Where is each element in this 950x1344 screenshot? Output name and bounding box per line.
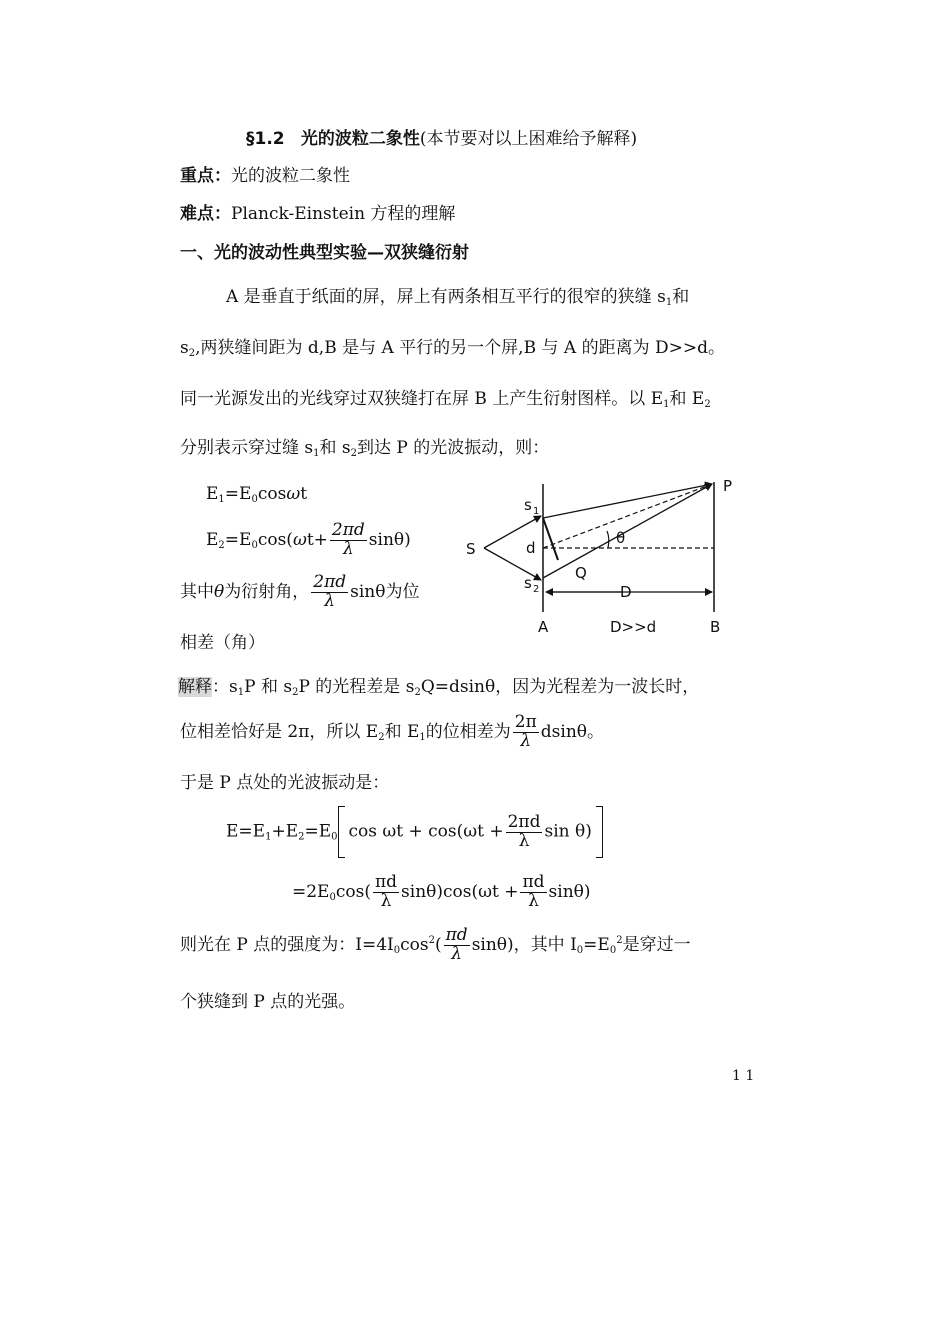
difficulty-line xyxy=(180,199,455,224)
intensity-a: 则光在 P 点的强度为：I=4I xyxy=(180,934,394,955)
intensity-d: 是穿过一 xyxy=(622,934,691,955)
eq2-sin: sinθ) xyxy=(368,529,411,550)
eq4-fraction2 xyxy=(520,874,546,911)
eq4-sin: sinθ)cos(ωt + xyxy=(401,881,519,902)
sub: 1 xyxy=(663,399,670,410)
eq2-lhs: E xyxy=(206,529,219,550)
theta-arc xyxy=(607,531,609,548)
label-s2: s xyxy=(524,574,532,592)
label-d: d xyxy=(526,539,536,557)
label-big-d: D xyxy=(620,583,632,601)
para1-text-c: ,两狭缝间距为 d,B 是与 A 平行的另一个屏,B 与 A 的距离为 D>>d。 xyxy=(195,338,725,358)
difficulty-label: 难点： xyxy=(180,204,231,224)
para1-line2: $s_2$,两狭缝间距为 d,B 是与 A 平行的另一个屏,B 与 A 的距离为 D>>d。 xyxy=(180,338,725,359)
para1-line3 xyxy=(180,384,711,409)
eq3-cos: cos ωt + cos(ωt + xyxy=(348,821,504,842)
sub: 1 xyxy=(665,297,673,308)
sub: 2 xyxy=(350,448,358,459)
equation-e2 xyxy=(206,522,411,559)
intensity-paren: ( xyxy=(434,934,442,955)
sub: 0 xyxy=(609,944,617,956)
intensity-cos: cos xyxy=(400,934,429,955)
explain-e: 位相差恰好是 2π，所以 E xyxy=(180,721,379,742)
where-sin: sinθ xyxy=(350,581,386,602)
explain-fraction xyxy=(513,714,539,751)
eq3-a: E=E xyxy=(226,821,266,842)
double-slit-diagram xyxy=(462,464,740,642)
page-number: 1 1 xyxy=(732,1068,755,1084)
label-condition: D>>d xyxy=(610,618,657,636)
para1-line4 xyxy=(180,433,549,458)
eq4-den2: λ xyxy=(528,890,539,911)
sub: 2 xyxy=(704,399,711,410)
section-note: (本节要对以上困难给予解释) xyxy=(419,129,638,149)
eq2-den: λ xyxy=(342,538,354,559)
intensity-den: λ xyxy=(451,943,463,964)
explain-b: P 和 s xyxy=(244,677,293,697)
label-b: B xyxy=(710,618,721,636)
sub: 1 xyxy=(218,494,225,505)
label-p: P xyxy=(723,477,733,495)
section-number: §1.2 xyxy=(246,129,285,149)
where-num: 2πd xyxy=(313,572,347,592)
where-fraction xyxy=(311,574,348,611)
eq3-den: λ xyxy=(518,830,530,851)
where-c: 为位 xyxy=(385,581,420,602)
sub: 2 xyxy=(378,731,385,743)
eq3-fraction xyxy=(506,811,543,851)
eq2-num: 2πd xyxy=(331,520,365,540)
eq4-sin2: sinθ) xyxy=(548,881,591,902)
eq1-lhs: E xyxy=(206,484,219,504)
center-ray xyxy=(543,484,712,548)
sub: 0 xyxy=(251,539,258,551)
label-q: Q xyxy=(575,564,587,582)
eq4-num2: πd xyxy=(522,872,545,892)
eq4-a: =2E xyxy=(292,881,330,902)
para1-text-h: 到达 P 的光波振动，则： xyxy=(357,438,550,458)
section-heading xyxy=(246,124,637,149)
equation-e-product xyxy=(292,874,591,911)
explain-f: 和 E xyxy=(384,721,420,742)
sub: 1 xyxy=(419,731,426,743)
eq2-cos: cos( xyxy=(257,529,293,550)
eq4-num: πd xyxy=(374,872,398,892)
where-a: 其中 xyxy=(180,581,214,602)
sub: 2 xyxy=(218,539,225,551)
sub: 0 xyxy=(393,944,401,956)
eq2-fraction xyxy=(330,522,367,559)
intensity-line xyxy=(180,927,691,964)
eq2-mid: =E xyxy=(224,529,252,550)
eq4-fraction1 xyxy=(373,874,399,911)
eq2-omega: ω xyxy=(292,529,307,550)
sup: 2 xyxy=(616,934,623,946)
sub: 1 xyxy=(237,687,245,698)
explain-den: λ xyxy=(520,730,532,751)
eq1-cos: cos xyxy=(257,484,287,504)
para1-line1 xyxy=(226,282,689,307)
sub: 0 xyxy=(251,494,258,505)
para1-text-b: 和 xyxy=(672,287,690,307)
key-point-label: 重点： xyxy=(180,166,231,186)
sub: 2 xyxy=(188,348,196,359)
para1-text-d: 同一光源发出的光线穿过双狭缝打在屏 B 上产生衍射图样。以 E xyxy=(180,389,664,409)
explain-line2 xyxy=(180,714,604,751)
intensity-line2: 个狭缝到 P 点的光强。 xyxy=(180,992,356,1012)
para1-text-f: 分别表示穿过缝 s xyxy=(180,438,314,458)
eq3-b: +E xyxy=(271,821,299,842)
eq3-num: 2πd xyxy=(507,811,541,832)
intensity-b: sinθ)，其中 I xyxy=(471,934,577,955)
eq1-omega: ω xyxy=(286,484,301,504)
sub: 0 xyxy=(331,831,338,843)
explain-h: dsinθ。 xyxy=(540,721,605,742)
eq1-t: t xyxy=(300,484,308,504)
equation-e-sum xyxy=(226,806,603,858)
where-den: λ xyxy=(324,590,336,611)
label-a: A xyxy=(538,618,549,636)
sup: 2 xyxy=(428,934,435,946)
explain-a: ：s xyxy=(212,677,238,697)
key-point-text: 光的波粒二象性 xyxy=(231,166,350,186)
eq4-cos: cos( xyxy=(335,881,371,902)
eq3-sin: sin θ) xyxy=(544,821,592,842)
eq1-mid: =E xyxy=(224,484,252,504)
part1-title: 一、光的波动性典型实验—双狭缝衍射 xyxy=(180,243,469,263)
para1-text-a: A 是垂直于纸面的屏，屏上有两条相互平行的很窄的狭缝 s xyxy=(226,287,666,307)
label-s2-sub: 2 xyxy=(533,584,540,595)
intensity-num: πd xyxy=(445,925,468,945)
sub: 0 xyxy=(329,891,336,903)
explain-c: P 的光程差是 s xyxy=(298,677,415,697)
key-point-line xyxy=(180,161,350,186)
left-bracket xyxy=(338,806,345,858)
intensity-fraction xyxy=(444,927,470,964)
para1-text-g: 和 s xyxy=(319,438,351,458)
explain-d: Q=dsinθ，因为光程差为一波长时， xyxy=(420,677,700,697)
sub: 1 xyxy=(313,448,320,459)
sub: 1 xyxy=(265,831,272,843)
explain-line1 xyxy=(178,672,699,697)
section-title: 光的波粒二象性 xyxy=(300,129,420,149)
where-b: 为衍射角， xyxy=(224,581,310,602)
where-theta: θ xyxy=(214,581,225,602)
explain-label: 解释 xyxy=(178,677,212,697)
label-s1-sub: 1 xyxy=(533,506,540,517)
label-theta: θ xyxy=(616,529,626,547)
para1-text-e: 和 E xyxy=(669,389,705,409)
sub: 2 xyxy=(292,687,299,698)
sub: 0 xyxy=(576,944,584,956)
equation-e1 xyxy=(206,484,307,504)
where-line2: 相差（角） xyxy=(180,633,265,653)
p-point-line: 于是 P 点处的光波振动是： xyxy=(180,773,390,793)
label-s: S xyxy=(466,540,476,558)
intensity-c: =E xyxy=(583,934,610,955)
eq4-den: λ xyxy=(380,890,392,911)
ray-s1-p xyxy=(543,484,712,518)
sub: 2 xyxy=(298,831,305,843)
path-difference-q xyxy=(543,518,558,560)
explain-num: 2π xyxy=(514,712,537,732)
ray-s2-p xyxy=(543,484,712,578)
label-s1: s xyxy=(524,496,532,514)
explain-g: 的位相差为 xyxy=(425,721,511,742)
right-bracket xyxy=(596,806,603,858)
difficulty-text: Planck-Einstein 方程的理解 xyxy=(231,204,456,224)
sub: 2 xyxy=(414,687,421,698)
eq3-c: =E xyxy=(304,821,332,842)
eq2-tplus: t+ xyxy=(306,529,328,550)
where-line xyxy=(180,574,419,611)
